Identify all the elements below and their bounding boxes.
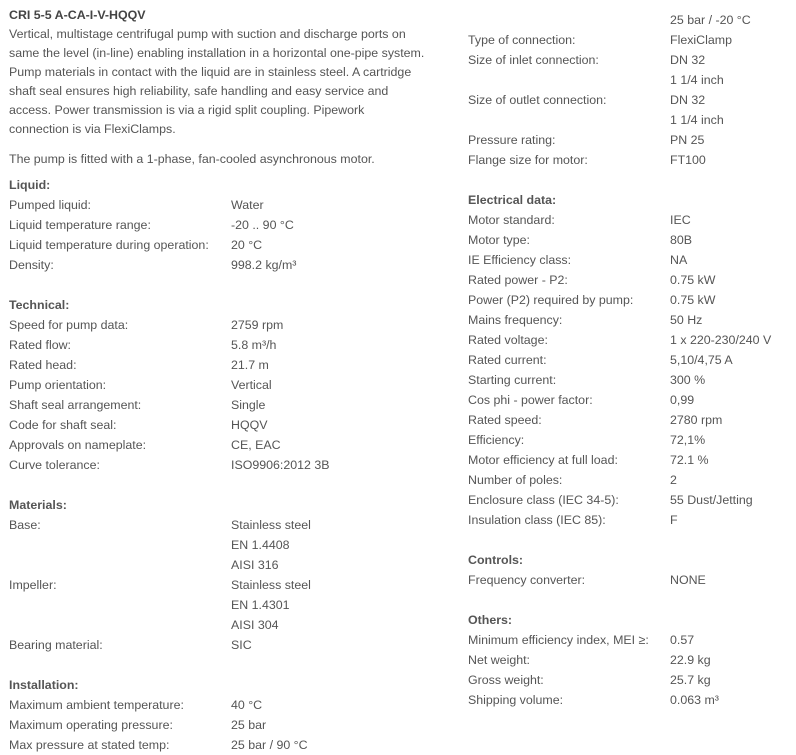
row-label: Speed for pump data: [9,318,129,332]
section-title-installation: Installation: [9,678,79,692]
left-column [9,0,449,755]
materials-table [9,515,449,655]
table-row [9,455,449,475]
table-row [468,370,793,390]
row-value: 20 °C [231,238,263,252]
row-value: NONE [670,573,706,587]
row-label: Net weight: [468,653,530,667]
table-row [468,210,793,230]
row-label: Pressure rating: [468,133,556,147]
row-label: Insulation class (IEC 85): [468,513,606,527]
row-value: 25.7 kg [670,673,711,687]
row-value: 0.063 m³ [670,693,719,707]
row-label: Cos phi - power factor: [468,393,593,407]
table-row [9,695,449,715]
row-value: 5.8 m³/h [231,338,277,352]
value-line: EN 1.4301 [231,598,290,612]
table-row [468,290,793,310]
row-label: Rated flow: [9,338,71,352]
row-value: 1 x 220-230/240 V [670,333,772,347]
row-label: Pumped liquid: [9,198,91,212]
row-label: Gross weight: [468,673,544,687]
row-label: Motor type: [468,233,530,247]
table-row [468,630,793,650]
table-row [9,515,449,575]
section-title-liquid: Liquid: [9,178,51,192]
row-value: 2 [670,473,677,487]
row-label: Base: [9,518,41,532]
row-value [670,90,724,130]
row-value [231,515,311,575]
row-label: Approvals on nameplate: [9,438,147,452]
description-line: Vertical, multistage centrifugal pump with suction and discharge ports on [9,27,406,41]
installation-table-continued [468,30,793,170]
table-row [468,650,793,670]
value-line: 1 1/4 inch [670,113,724,127]
table-row [468,470,793,490]
row-value: 21.7 m [231,358,269,372]
section-title-technical: Technical: [9,298,70,312]
row-value: ISO9906:2012 3B [231,458,330,472]
row-value: 0.75 kW [670,293,716,307]
table-row [9,635,449,655]
row-value: HQQV [231,418,268,432]
value-line: AISI 316 [231,558,279,572]
table-row [468,490,793,510]
row-label: Starting current: [468,373,557,387]
table-row [468,230,793,250]
row-label: Type of connection: [468,33,576,47]
table-row [468,670,793,690]
table-row [468,450,793,470]
row-label: Mains frequency: [468,313,563,327]
controls-table [468,570,793,590]
electrical-table [468,210,793,530]
value-line: Stainless steel [231,518,311,532]
row-value: 25 bar / 90 °C [231,738,308,752]
table-row [9,715,449,735]
row-value: 50 Hz [670,313,703,327]
row-value: Single [231,398,266,412]
row-label: Pump orientation: [9,378,107,392]
row-label: Shipping volume: [468,693,564,707]
row-label: Rated power - P2: [468,273,568,287]
table-row [9,215,449,235]
table-row [468,330,793,350]
row-value: 40 °C [231,698,263,712]
table-row [468,130,793,150]
row-value: 2759 rpm [231,318,284,332]
row-label: Power (P2) required by pump: [468,293,634,307]
table-row [468,430,793,450]
table-row [9,375,449,395]
value-line: AISI 304 [231,618,279,632]
motor-note: The pump is fitted with a 1-phase, fan-cooled asynchronous motor. [9,152,375,166]
row-label: Motor efficiency at full load: [468,453,618,467]
row-value: CE, EAC [231,438,281,452]
section-title-materials: Materials: [9,498,67,512]
row-value: 0.57 [670,633,695,647]
row-label: Curve tolerance: [9,458,100,472]
row-label: Liquid temperature range: [9,218,151,232]
row-value: F [670,513,678,527]
row-label: Rated head: [9,358,77,372]
table-row [9,575,449,635]
row-label: Frequency converter: [468,573,586,587]
section-title-electrical: Electrical data: [468,193,557,207]
table-row [468,310,793,330]
row-value: 72.1 % [670,453,709,467]
row-value: 0,99 [670,393,695,407]
row-label: Motor standard: [468,213,555,227]
table-row [468,270,793,290]
table-row [468,410,793,430]
others-table [468,630,793,710]
table-row [9,335,449,355]
section-title-controls: Controls: [468,553,524,567]
table-row [9,415,449,435]
value-line: EN 1.4408 [231,538,290,552]
table-row [9,735,449,755]
row-label: Minimum efficiency index, MEI ≥: [468,633,649,647]
table-row [9,355,449,375]
row-value: PN 25 [670,133,705,147]
row-value: Water [231,198,264,212]
table-row [9,195,449,215]
row-value: SIC [231,638,252,652]
row-label: Liquid temperature during operation: [9,238,209,252]
technical-table [9,315,449,475]
product-title: CRI 5-5 A-CA-I-V-HQQV [9,8,146,22]
product-description [9,25,449,139]
row-value: -20 .. 90 °C [231,218,294,232]
row-label: Flange size for motor: [468,153,588,167]
row-label: Rated current: [468,353,547,367]
row-label: Efficiency: [468,433,525,447]
table-row [9,395,449,415]
row-value: 80B [670,233,693,247]
description-line: same the level (in-line) enabling installation in a horizontal one-pipe system. [9,46,425,60]
row-label: Rated voltage: [468,333,548,347]
row-label: Maximum operating pressure: [9,718,173,732]
table-row [9,315,449,335]
description-line: Pump materials in contact with the liquid are in stainless steel. A cartridge [9,65,412,79]
row-label: Bearing material: [9,638,103,652]
description-line: connection is via FlexiClamps. [9,122,176,136]
table-row [9,435,449,455]
table-row [468,690,793,710]
table-row [9,235,449,255]
liquid-table [9,195,449,275]
row-value [231,575,311,635]
row-label: Shaft seal arrangement: [9,398,142,412]
row-label: Impeller: [9,578,57,592]
row-value: 5,10/4,75 A [670,353,733,367]
row-label: Code for shaft seal: [9,418,117,432]
table-row [468,30,793,50]
row-value: FlexiClamp [670,33,732,47]
row-label: Maximum ambient temperature: [9,698,184,712]
table-row [468,50,793,90]
row-value: 72,1% [670,433,706,447]
row-value: 55 Dust/Jetting [670,493,753,507]
row-value: 25 bar [231,718,267,732]
section-title-others: Others: [468,613,513,627]
row-label: Max pressure at stated temp: [9,738,170,752]
row-value: 2780 rpm [670,413,723,427]
right-column [468,0,793,710]
row-value: NA [670,253,688,267]
description-line: shaft seal ensures high reliability, safe handling and easy service and [9,84,389,98]
row-label: Density: [9,258,54,272]
table-row [468,350,793,370]
table-row [468,570,793,590]
row-label: Enclosure class (IEC 34-5): [468,493,619,507]
table-row [468,390,793,410]
row-value: Vertical [231,378,272,392]
row-value: 0.75 kW [670,273,716,287]
row-label: Size of outlet connection: [468,93,607,107]
row-label: IE Efficiency class: [468,253,572,267]
table-row [9,255,449,275]
row-value: 22.9 kg [670,653,711,667]
row-label: Size of inlet connection: [468,53,599,67]
row-value: FT100 [670,153,706,167]
value-line: DN 32 [670,53,706,67]
table-row [468,510,793,530]
description-line: access. Power transmission is via a rigid split coupling. Pipework [9,103,365,117]
row-value: 998.2 kg/m³ [231,258,297,272]
row-label: Rated speed: [468,413,542,427]
value-line: Stainless steel [231,578,311,592]
row-value: 300 % [670,373,706,387]
table-row [468,10,793,30]
value-line: DN 32 [670,93,706,107]
row-value [670,50,724,90]
installation-table [9,695,449,755]
table-row [468,250,793,270]
row-value: IEC [670,213,691,227]
value-line: 1 1/4 inch [670,73,724,87]
table-row [468,90,793,130]
row-value: 25 bar / -20 °C [670,13,751,27]
row-label: Number of poles: [468,473,563,487]
table-row [468,150,793,170]
